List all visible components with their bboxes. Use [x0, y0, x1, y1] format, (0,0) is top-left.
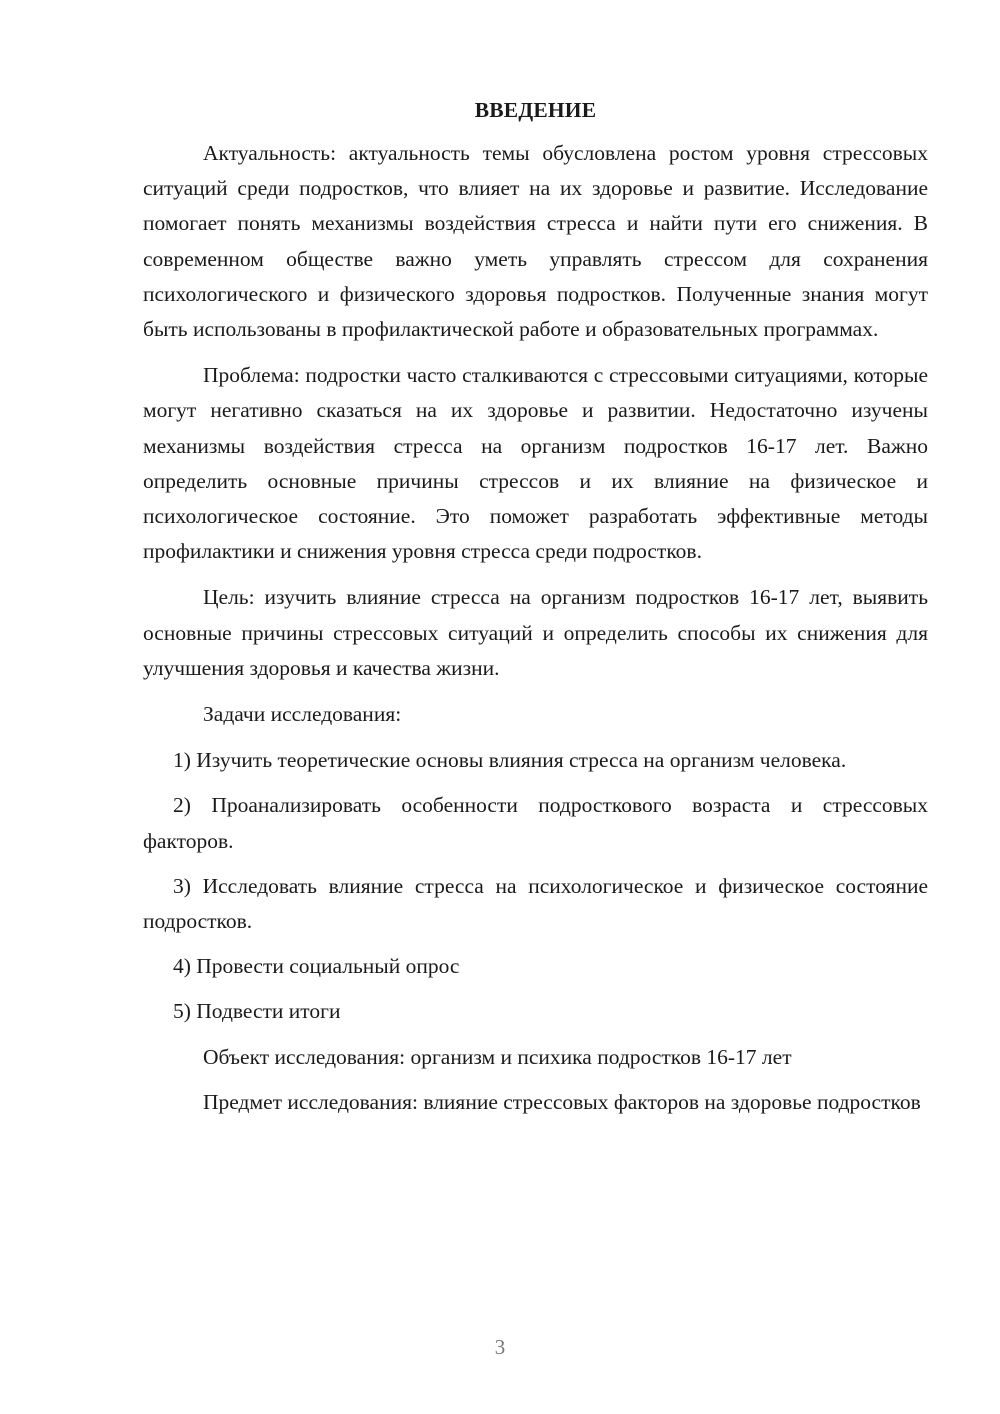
- task-item-1: 1) Изучить теоретические основы влияния стресса на организм человека.: [173, 748, 847, 773]
- task-item-5: 5) Подвести итоги: [173, 999, 341, 1024]
- paragraph-tasks-heading: Задачи исследования:: [203, 702, 402, 727]
- paragraph-problem: Проблема: подростки часто сталкиваются с стрессовыми ситуациями, которые могут негативно сказаться на их здоровье и развитии. Недостаточно изучены механизмы воздействия стресса на организм подростков 16-17 лет. Важно определить основные причины стрессов и их влияние на физическое и психологическое состояние. Это поможет разработать эффективные методы профилактики и снижения уровня стресса среди подростков.: [143, 363, 928, 564]
- paragraph-goal: Цель: изучить влияние стресса на организм подростков 16-17 лет, выявить основные причины стрессовых ситуаций и определить способы их снижения для улучшения здоровья и качества жизни.: [143, 585, 928, 680]
- document-page: [143, 92, 928, 1131]
- paragraph-relevance: Актуальность: актуальность темы обусловлена ростом уровня стрессовых ситуаций среди подростков, что влияет на их здоровье и развитие. Исследование помогает понять механизмы воздействия стресса и найти пути его снижения. В современном обществе важно уметь управлять стрессом для сохранения психологического и физического здоровья подростков. Полученные знания могут быть использованы в профилактической работе и образовательных программах.: [143, 141, 928, 342]
- page-number: 3: [494, 1335, 506, 1359]
- paragraph-subject: Предмет исследования: влияние стрессовых факторов на здоровье подростков: [203, 1089, 921, 1114]
- task-item-4: 4) Провести социальный опрос: [173, 954, 460, 979]
- task-item-3: 3) Исследовать влияние стресса на психологическое и физическое состояние подростков.: [143, 873, 928, 934]
- paragraph-object: Объект исследования: организм и психика подростков 16-17 лет: [203, 1044, 792, 1069]
- page-title: ВВЕДЕНИЕ: [474, 98, 597, 122]
- task-item-2: 2) Проанализировать особенности подросткового возраста и стрессовых факторов.: [143, 793, 928, 853]
